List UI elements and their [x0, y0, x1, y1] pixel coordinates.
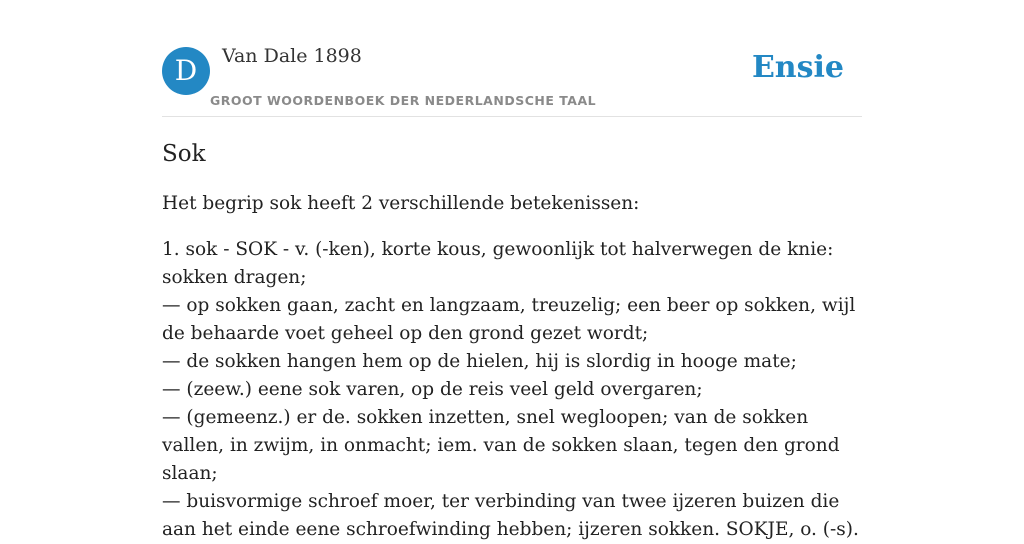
entry-term: Sok: [162, 141, 206, 167]
definition-line: 1. sok - SOK - v. (-ken), korte kous, gewoonlijk tot halverwegen de knie: sokken dragen;: [162, 239, 834, 288]
definition-line: — (gemeenz.) er de. sokken inzetten, snel wegloopen; van de sokken vallen, in zwijm, in onmacht; iem. van de sokken slaan, tegen den grond slaan;: [162, 407, 840, 484]
definition-line: — op sokken gaan, zacht en langzaam, treuzelig; een beer op sokken, wijl de behaarde voet geheel op den grond gezet wordt;: [162, 295, 856, 344]
source-avatar[interactable]: D: [162, 47, 210, 95]
definition-line: — de sokken hangen hem op de hielen, hij is slordig in hooge mate;: [162, 351, 797, 372]
source-title[interactable]: Van Dale 1898: [222, 45, 362, 67]
header: [162, 0, 862, 117]
source-subtitle: GROOT WOORDENBOEK DER NEDERLANDSCHE TAAL: [210, 93, 597, 108]
entry-definition: [162, 236, 862, 544]
definition-line: — buisvormige schroef moer, ter verbinding van twee ijzeren buizen die aan het einde eene schroefwinding hebben; ijzeren sokken. SOKJE, o. (-s).: [162, 491, 859, 540]
entry-content: [162, 138, 862, 544]
entry-intro: Het begrip sok heeft 2 verschillende betekenissen:: [162, 193, 640, 214]
brand-logo[interactable]: Ensie: [751, 50, 844, 85]
definition-line: — (zeew.) eene sok varen, op de reis veel geld overgaren;: [162, 379, 703, 400]
